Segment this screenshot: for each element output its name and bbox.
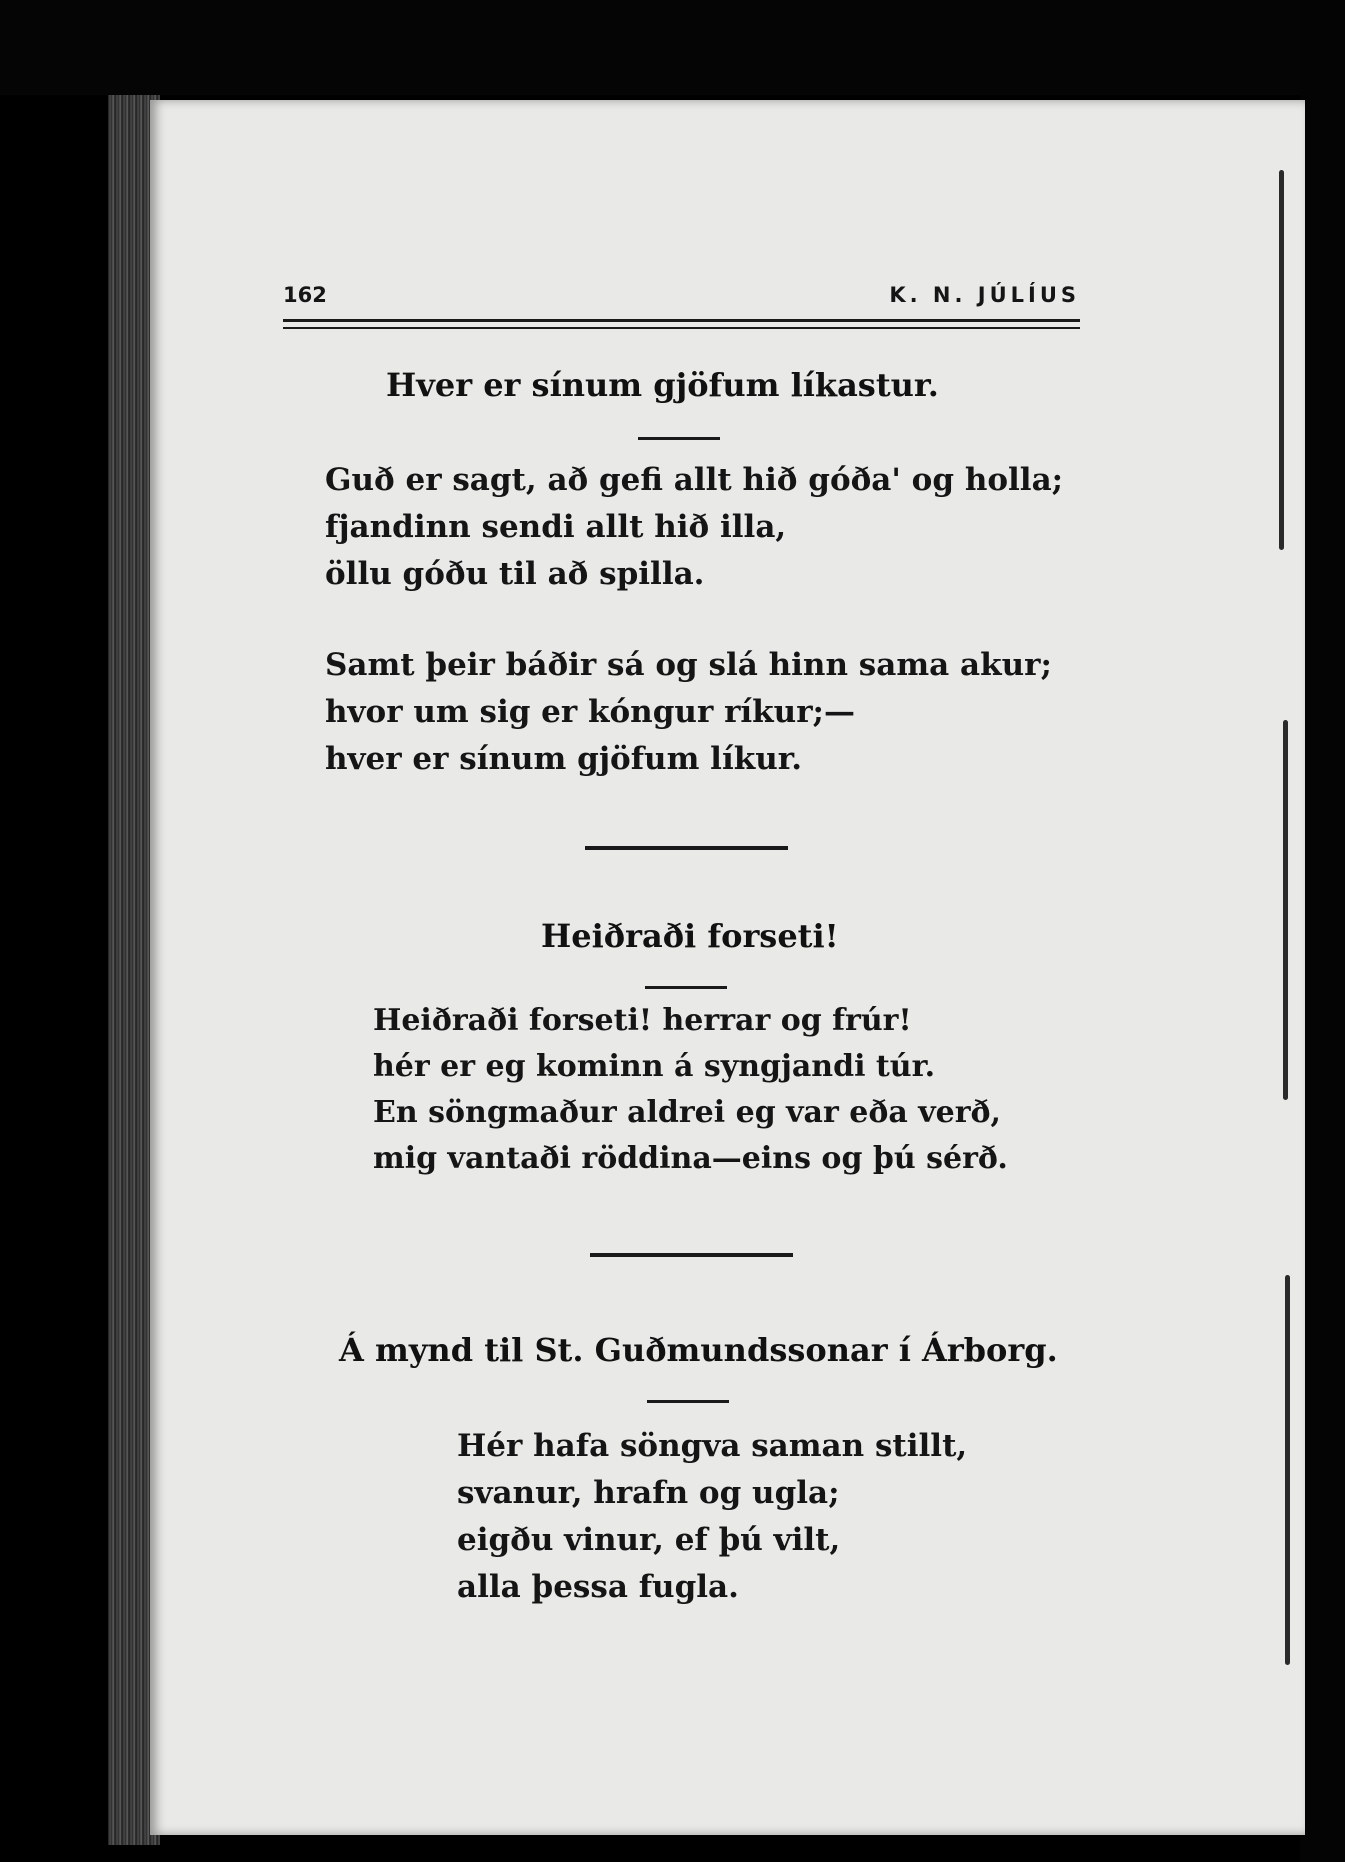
stanza xyxy=(325,642,1052,783)
section-divider xyxy=(590,1253,793,1257)
verse-line: eigðu vinur, ef þú vilt, xyxy=(457,1522,841,1558)
verse-line: svanur, hrafn og ugla; xyxy=(457,1475,840,1511)
verse-line: Hér hafa söngva saman stillt, xyxy=(457,1428,968,1464)
poem-title: Hver er sínum gjöfum líkastur. xyxy=(386,366,939,404)
gutter-mark xyxy=(1283,720,1288,1100)
scan-background-top xyxy=(0,0,1345,95)
stanza xyxy=(373,998,1008,1182)
verse-line: hér er eg kominn á syngjandi túr. xyxy=(373,1049,936,1084)
title-divider xyxy=(647,1400,729,1403)
header-rule xyxy=(283,319,1080,322)
verse-line: Heiðraði forseti! herrar og frúr! xyxy=(373,1003,912,1038)
verse-line: mig vantaði röddina—eins og þú sérð. xyxy=(373,1141,1008,1176)
verse-line: alla þessa fugla. xyxy=(457,1569,739,1605)
page-number: 162 xyxy=(283,283,327,307)
verse-line: öllu góðu til að spilla. xyxy=(325,556,705,592)
verse-line: hvor um sig er kóngur ríkur;— xyxy=(325,694,855,730)
stanza xyxy=(457,1423,967,1611)
gutter-mark xyxy=(1285,1275,1290,1665)
gutter-mark xyxy=(1279,170,1284,550)
verse-line: hver er sínum gjöfum líkur. xyxy=(325,741,803,777)
verse-line: Guð er sagt, að gefi allt hið góða' og holla; xyxy=(325,462,1064,498)
scan-background-right xyxy=(1300,0,1345,1862)
page-header xyxy=(283,283,1080,319)
stanza xyxy=(325,457,1063,598)
section-divider xyxy=(585,846,788,850)
verse-line: Samt þeir báðir sá og slá hinn sama akur; xyxy=(325,647,1052,683)
header-rule-thin xyxy=(283,327,1080,329)
poem-title: Heiðraði forseti! xyxy=(541,917,839,955)
verse-line: fjandinn sendi allt hið illa, xyxy=(325,509,787,545)
poem-title: Á mynd til St. Guðmundssonar í Árborg. xyxy=(339,1331,1058,1369)
title-divider xyxy=(638,437,720,440)
verse-line: En söngmaður aldrei eg var eða verð, xyxy=(373,1095,1001,1130)
title-divider xyxy=(645,986,727,989)
running-head: K. N. JÚLÍUS xyxy=(889,283,1080,307)
